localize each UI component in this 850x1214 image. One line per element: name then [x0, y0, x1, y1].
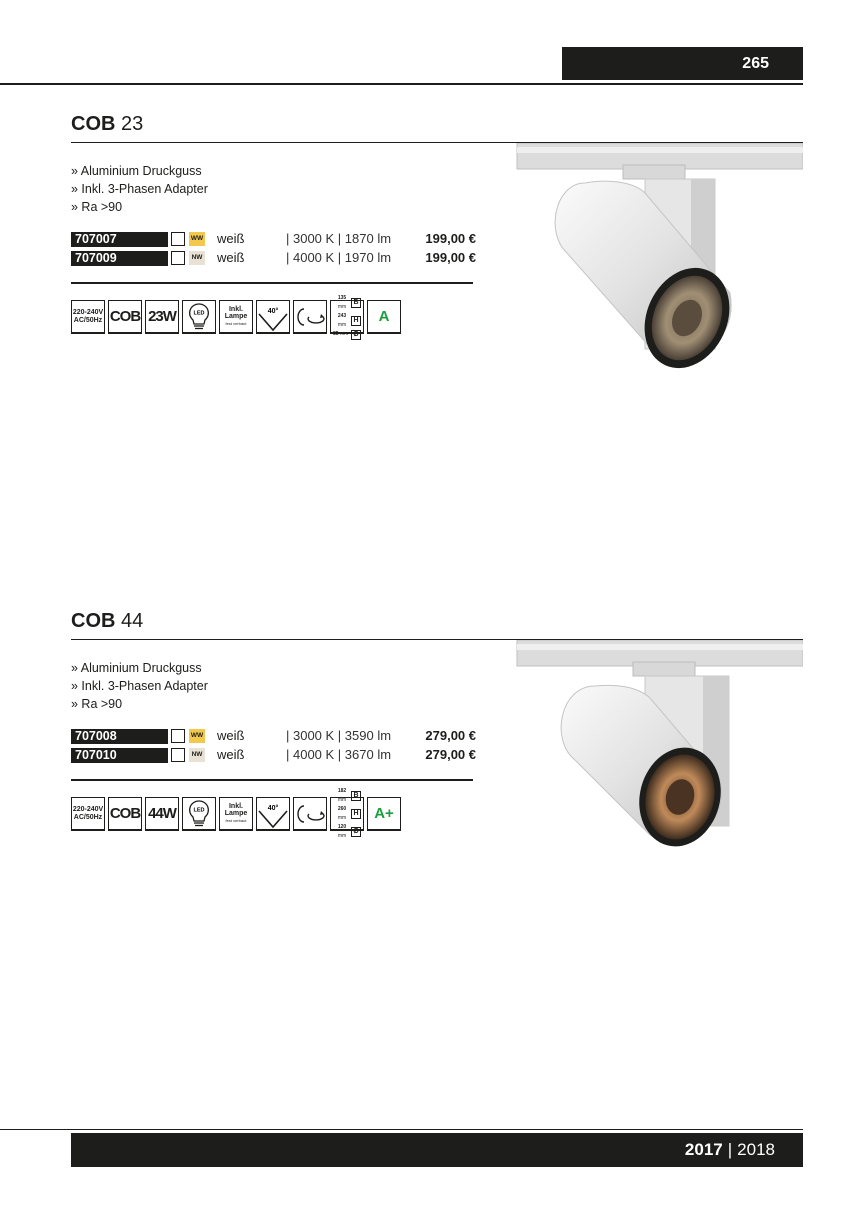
variant-table [71, 231, 476, 269]
voltage-icon: 220-240V AC/50Hz [71, 797, 105, 831]
housing-color: weiß [217, 250, 245, 265]
order-checkbox[interactable] [171, 729, 185, 743]
housing-color: weiß [217, 747, 245, 762]
wattage-icon: 44W [145, 797, 179, 831]
lamp-included-icon: Inkl. Lampe fest verbaut [219, 797, 253, 831]
feature-list [71, 659, 208, 713]
table-divider [71, 282, 473, 284]
voltage-icon: 220-240V AC/50Hz [71, 300, 105, 334]
footer-rule [0, 1129, 803, 1130]
housing-color: weiß [217, 728, 245, 743]
light-spec: | 3000 K | 3590 lm [286, 728, 392, 743]
price: 279,00 € [425, 747, 476, 762]
title-light: 23 [121, 113, 144, 135]
cob-icon: COB [108, 300, 142, 334]
variant-row[interactable] [71, 250, 476, 269]
product-title [71, 610, 143, 633]
light-spec: | 4000 K | 3670 lm [286, 747, 392, 762]
price: 279,00 € [425, 728, 476, 743]
variant-row[interactable] [71, 747, 476, 766]
article-code: 707008 [71, 729, 168, 744]
energy-class-icon: A+ [367, 797, 401, 831]
feature-item: » Inkl. 3-Phasen Adapter [71, 679, 208, 693]
article-code: 707007 [71, 232, 168, 247]
variant-table [71, 728, 476, 766]
title-bold: COB [71, 610, 116, 632]
beam-angle-icon [256, 797, 290, 831]
feature-list [71, 162, 208, 216]
spec-icons [71, 294, 401, 338]
product-title [71, 113, 143, 136]
order-checkbox[interactable] [171, 748, 185, 762]
header-rule [0, 83, 803, 85]
color-temp-badge: NW [189, 251, 205, 265]
led-label: LED [193, 310, 205, 316]
color-temp-badge: WW [189, 232, 205, 246]
article-code: 707010 [71, 748, 168, 763]
housing-color: weiß [217, 231, 245, 246]
price: 199,00 € [425, 231, 476, 246]
spec-icons [71, 787, 401, 839]
order-checkbox[interactable] [171, 232, 185, 246]
feature-item: » Inkl. 3-Phasen Adapter [71, 182, 208, 196]
variant-row[interactable] [71, 231, 476, 250]
feature-item: » Aluminium Druckguss [71, 661, 202, 675]
wattage-icon: 23W [145, 300, 179, 334]
variant-row[interactable] [71, 728, 476, 747]
light-spec: | 3000 K | 1870 lm [286, 231, 392, 246]
angle-label: 40° [267, 307, 279, 315]
article-code: 707009 [71, 251, 168, 266]
led-bulb-icon [182, 300, 216, 334]
light-spec: | 4000 K | 1970 lm [286, 250, 392, 265]
rotation-icon [293, 797, 327, 831]
led-label: LED [193, 807, 205, 813]
dimensions-icon: 135 mm B 243 mm H 85 mm Ø [330, 300, 364, 334]
color-temp-badge: WW [189, 729, 205, 743]
feature-item: » Ra >90 [71, 200, 123, 214]
title-light: 44 [121, 610, 144, 632]
led-bulb-icon [182, 797, 216, 831]
price: 199,00 € [425, 250, 476, 265]
feature-item: » Aluminium Druckguss [71, 164, 202, 178]
order-checkbox[interactable] [171, 251, 185, 265]
lamp-included-icon: Inkl. Lampe fest verbaut [219, 300, 253, 334]
page-number: 265 [562, 47, 803, 80]
footer-separator: | [727, 1140, 733, 1159]
title-bold: COB [71, 113, 116, 135]
energy-class-icon: A [367, 300, 401, 334]
footer-year-next: 2018 [737, 1140, 775, 1159]
dimensions-icon: 182 mm B 260 mm H 120 mm Ø [330, 797, 364, 831]
feature-item: » Ra >90 [71, 697, 123, 711]
cob-icon: COB [108, 797, 142, 831]
table-divider [71, 779, 473, 781]
angle-label: 40° [267, 804, 279, 812]
rotation-icon [293, 300, 327, 334]
spotlight-image [515, 640, 803, 855]
footer-bar [71, 1133, 803, 1167]
footer-year-current: 2017 [684, 1140, 723, 1159]
beam-angle-icon [256, 300, 290, 334]
spotlight-image [515, 143, 803, 373]
color-temp-badge: NW [189, 748, 205, 762]
